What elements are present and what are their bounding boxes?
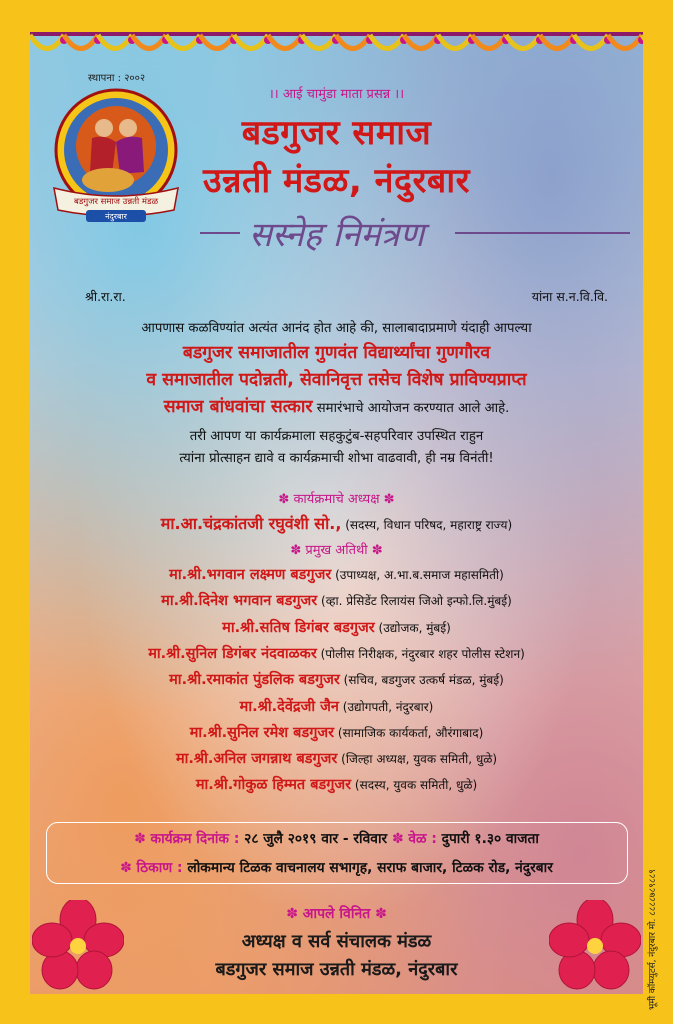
signatory-line-1: अध्यक्ष व सर्व संचालक मंडळ xyxy=(241,931,432,952)
title-line-1: बडगुजर समाज xyxy=(241,113,432,153)
garland-swag xyxy=(472,35,506,49)
venue-value: लोकमान्य टिळक वाचनालय सभागृह, सराफ बाजार, टिळक रोड, नंदुरबार xyxy=(182,860,553,876)
garland-swag xyxy=(30,35,64,49)
guest-row xyxy=(30,748,643,768)
guest-name: मा.श्री.गोकुळ हिम्मत बडगुजर xyxy=(195,777,352,794)
guest-title: (सचिव, बडगुजर उत्कर्ष मंडळ, मुंबई) xyxy=(339,673,504,688)
garland-swag xyxy=(268,35,302,49)
salutation-right: यांना स.न.वि.वि. xyxy=(531,289,608,304)
highlight-text-3: समाज बांधवांचा सत्कार xyxy=(163,397,313,417)
intro-line: आपणास कळविण्यांत अत्यंत आनंद होत आहे की, सालाबादाप्रमाणे यंदाही आपल्या xyxy=(141,321,532,336)
highlight-line-2: व समाजातील पदोन्नती, सेवानिवृत्त तसेच विशेष प्राविण्यप्राप्त xyxy=(146,370,527,390)
salutation-left: श्री.रा.रा. xyxy=(85,289,126,304)
garland-swag xyxy=(336,35,370,49)
garland-swag xyxy=(234,35,268,49)
highlight-line-1: बडगुजर समाजातील गुणवंत विद्यार्थ्यांचा गुणगौरव xyxy=(182,343,491,363)
garland-swag xyxy=(574,35,608,49)
date-value: २८ जुलै २०१९ वार - रविवार xyxy=(239,831,392,847)
guest-name: मा.श्री.सतिष डिगंबर बडगुजर xyxy=(222,619,375,636)
guest-row xyxy=(30,669,643,689)
event-venue xyxy=(30,858,643,877)
guest-title: (सदस्य, युवक समिती, धुळे) xyxy=(351,778,478,793)
guest-title: (व्हा. प्रेसिडेंट रिलायंस जिओ इन्फो.लि.मुंबई) xyxy=(317,594,512,609)
printer-credit: भूमी कॉम्प्युटर्स, नंदुरबार मो. ८८८८७८९८८९ xyxy=(648,869,658,1010)
guest-title: (जिल्हा अध्यक्ष, युवक समिती, धुळे) xyxy=(337,752,498,767)
guest-row xyxy=(30,564,643,584)
guest-row xyxy=(30,696,643,716)
title-line-2: उन्नती मंडळ, नंदुरबार xyxy=(202,161,471,201)
guest-row xyxy=(30,617,643,637)
request-line-1: तरी आपण या कार्यक्रमाला सहकुटुंब-सहपरिवार उपस्थित राहुन xyxy=(189,429,484,444)
logo-banner-text: बडगुजर समाज उन्नती मंडळ xyxy=(73,197,159,207)
guest-row xyxy=(30,643,643,663)
garland-swag xyxy=(540,35,574,49)
garland-swag xyxy=(608,35,642,49)
date-label: ✽ कार्यक्रम दिनांक : xyxy=(134,831,240,847)
request-line-2: त्यांना प्रोत्साहन द्यावे व कार्यक्रमाची शोभा वाढवावी, ही नम्र विनंती! xyxy=(179,451,494,466)
venue-label: ✽ ठिकाण : xyxy=(120,860,183,876)
mandal-logo xyxy=(46,84,186,224)
guest-name: मा.श्री.दिनेश भगवान बडगुजर xyxy=(161,593,318,610)
established-year: स्थापना : २००२ xyxy=(88,73,146,84)
divider-right xyxy=(455,232,630,234)
highlight-line-3 xyxy=(30,394,643,418)
garland-swag xyxy=(200,35,234,49)
garland-swag xyxy=(302,35,336,49)
marigold-garland xyxy=(30,32,643,58)
president-title: (सदस्य, विधान परिषद, महाराष्ट्र राज्य) xyxy=(341,518,513,532)
invitation-heading: सस्नेह निमंत्रण xyxy=(248,215,425,255)
event-date-time xyxy=(30,829,643,848)
time-label: ✽ वेळ : xyxy=(392,831,437,847)
president-entry xyxy=(30,512,643,534)
garland-swag xyxy=(370,35,404,49)
guest-title: (सामाजिक कार्यकर्ता, औरंगाबाद) xyxy=(334,725,484,740)
guest-row xyxy=(30,774,643,794)
garland-swag xyxy=(132,35,166,49)
guest-row xyxy=(30,590,643,610)
garland-swag xyxy=(404,35,438,49)
guest-title: (पोलीस निरीक्षक, नंदुरबार शहर पोलीस स्टेशन) xyxy=(316,646,525,661)
logo-place-text: नंदुरबार xyxy=(105,212,127,221)
invitation-card xyxy=(30,32,643,994)
guest-name: मा.श्री.देवेंद्रजी जैन xyxy=(239,698,339,715)
guest-name: मा.श्री.भगवान लक्ष्मण बडगुजर xyxy=(169,567,332,583)
closing-heading: ✽ आपले विनित ✽ xyxy=(286,906,387,922)
ceremony-text: समारंभाचे आयोजन करण्यात आले आहे. xyxy=(312,401,510,416)
president-heading: ✽ कार्यक्रमाचे अध्यक्ष ✽ xyxy=(278,492,395,507)
guest-name: मा.श्री.सुनिल रमेश बडगुजर xyxy=(189,724,335,741)
signatory-line-2: बडगुजर समाज उन्नती मंडळ, नंदुरबार xyxy=(215,959,458,980)
president-name: मा.आ.चंद्रकांतजी रघुवंशी सो., xyxy=(160,514,342,533)
guest-name: मा.श्री.अनिल जगन्नाथ बडगुजर xyxy=(175,751,338,768)
guest-title: (उद्योगपती, नंदुरबार) xyxy=(338,699,434,714)
garland-swag xyxy=(166,35,200,49)
guests-heading: ✽ प्रमुख अतिथी ✽ xyxy=(290,543,383,558)
guest-name: मा.श्री.रमाकांत पुंडलिक बडगुजर xyxy=(169,672,340,689)
garland-swag xyxy=(98,35,132,49)
time-value: दुपारी १.३० वाजता xyxy=(436,831,539,847)
guest-name: मा.श्री.सुनिल डिगंबर नंदवाळकर xyxy=(148,645,317,662)
garland-swag xyxy=(506,35,540,49)
garland-swag xyxy=(64,35,98,49)
blessing-line: ।। आई चामुंडा माता प्रसन्न ।। xyxy=(268,87,405,102)
garland-swag xyxy=(438,35,472,49)
guest-title: (उपाध्यक्ष, अ.भा.ब.समाज महासमिती) xyxy=(331,568,504,582)
guest-title: (उद्योजक, मुंबई) xyxy=(374,620,451,635)
guest-row xyxy=(30,722,643,742)
